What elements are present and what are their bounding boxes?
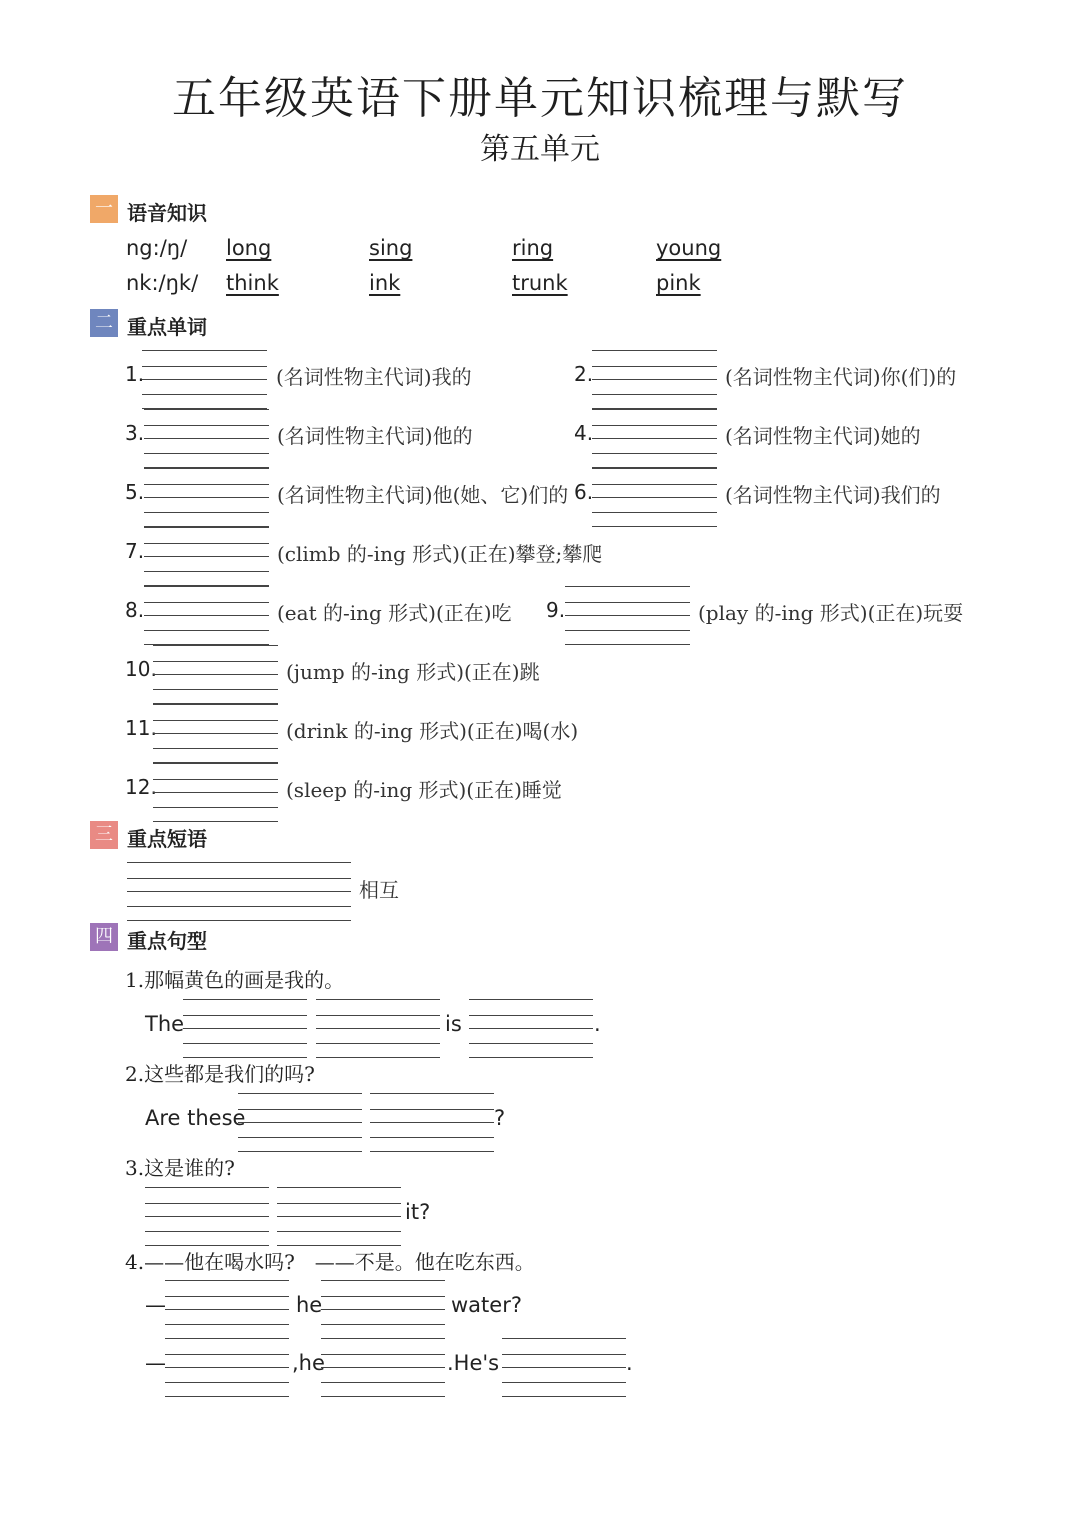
writing-lines[interactable] (144, 527, 269, 585)
word-hint: (sleep 的-ing 形式)(正在)睡觉 (286, 778, 562, 802)
sentence-word: he (296, 1293, 323, 1317)
writing-lines[interactable] (316, 999, 440, 1057)
writing-lines[interactable] (153, 763, 278, 821)
writing-lines[interactable] (127, 862, 351, 920)
sentence-word: The (145, 1012, 185, 1036)
dash-mark: — (145, 1293, 166, 1317)
writing-lines[interactable] (153, 704, 278, 762)
sentence-punct: . (594, 1012, 601, 1036)
phrase-hint: 相互 (359, 878, 399, 902)
word-number: 2. (574, 362, 594, 386)
writing-lines[interactable] (144, 468, 269, 526)
phonics-sound-nk: nk:/ŋk/ (126, 271, 199, 295)
sentence-word: is (445, 1012, 462, 1036)
phonics-word: pink (656, 271, 701, 295)
writing-lines[interactable] (592, 409, 717, 467)
word-hint: (名词性物主代词)她的 (725, 424, 921, 448)
word-number: 3. (125, 421, 145, 445)
writing-lines[interactable] (165, 1338, 289, 1396)
writing-lines[interactable] (145, 1187, 269, 1245)
section-badge-1: 一 (90, 195, 118, 223)
section-title-phrases: 重点短语 (127, 827, 207, 851)
page-subtitle: 第五单元 (480, 132, 600, 167)
word-number: 5. (125, 480, 145, 504)
word-hint: (名词性物主代词)他(她、它)们的 (277, 483, 569, 507)
word-number: 6. (574, 480, 594, 504)
sentence-prompt: 4.——他在喝水吗? ——不是。他在吃东西。 (125, 1250, 535, 1274)
sentence-punct: . (626, 1351, 633, 1375)
sentence-prompt: 1.那幅黄色的画是我的。 (125, 968, 345, 992)
word-number: 4. (574, 421, 594, 445)
word-hint: (drink 的-ing 形式)(正在)喝(水) (286, 719, 579, 743)
sentence-word: ,he (292, 1351, 325, 1375)
word-number: 10. (125, 657, 157, 681)
word-number: 12. (125, 775, 157, 799)
word-hint: (名词性物主代词)他的 (277, 424, 473, 448)
phonics-sound-ng: ng:/ŋ/ (126, 236, 188, 260)
writing-lines[interactable] (238, 1093, 362, 1151)
writing-lines[interactable] (183, 999, 307, 1057)
sentence-prompt: 2.这些都是我们的吗? (125, 1062, 315, 1086)
word-hint: (play 的-ing 形式)(正在)玩耍 (698, 601, 964, 625)
word-number: 11. (125, 716, 157, 740)
writing-lines[interactable] (592, 468, 717, 526)
sentence-word: it? (405, 1200, 431, 1224)
sentence-punct: ? (494, 1106, 506, 1130)
word-hint: (jump 的-ing 形式)(正在)跳 (286, 660, 540, 684)
phonics-word: young (656, 236, 722, 260)
phonics-word: ink (369, 271, 401, 295)
word-number: 1. (125, 362, 145, 386)
phonics-word: think (226, 271, 279, 295)
writing-lines[interactable] (144, 586, 269, 644)
phonics-word: sing (369, 236, 413, 260)
phonics-word: ring (512, 236, 554, 260)
writing-lines[interactable] (153, 645, 278, 703)
writing-lines[interactable] (370, 1093, 494, 1151)
phonics-word: trunk (512, 271, 568, 295)
sentence-word: .He's (447, 1351, 500, 1375)
writing-lines[interactable] (321, 1338, 445, 1396)
sentence-word: water? (451, 1293, 522, 1317)
writing-lines[interactable] (142, 350, 267, 408)
writing-lines[interactable] (469, 999, 593, 1057)
word-hint: (名词性物主代词)你(们)的 (725, 365, 957, 389)
word-number: 8. (125, 598, 145, 622)
word-hint: (climb 的-ing 形式)(正在)攀登;攀爬 (277, 542, 603, 566)
word-hint: (名词性物主代词)我的 (276, 365, 472, 389)
writing-lines[interactable] (321, 1280, 445, 1338)
sentence-prompt: 3.这是谁的? (125, 1156, 235, 1180)
writing-lines[interactable] (144, 409, 269, 467)
writing-lines[interactable] (565, 586, 690, 644)
phonics-word: long (226, 236, 272, 260)
section-badge-3: 三 (90, 821, 118, 849)
writing-lines[interactable] (277, 1187, 401, 1245)
section-badge-4: 四 (90, 923, 118, 951)
writing-lines[interactable] (502, 1338, 626, 1396)
writing-lines[interactable] (165, 1280, 289, 1338)
section-title-sentences: 重点句型 (127, 929, 207, 953)
page-title: 五年级英语下册单元知识梳理与默写 (172, 73, 908, 124)
word-number: 7. (125, 539, 145, 563)
section-title-words: 重点单词 (127, 315, 207, 339)
section-title-phonics: 语音知识 (127, 201, 207, 225)
word-hint: (名词性物主代词)我们的 (725, 483, 941, 507)
writing-lines[interactable] (592, 350, 717, 408)
dash-mark: — (145, 1351, 166, 1375)
section-badge-2: 二 (90, 309, 118, 337)
word-hint: (eat 的-ing 形式)(正在)吃 (277, 601, 512, 625)
sentence-word: Are these (145, 1106, 246, 1130)
word-number: 9. (546, 598, 566, 622)
